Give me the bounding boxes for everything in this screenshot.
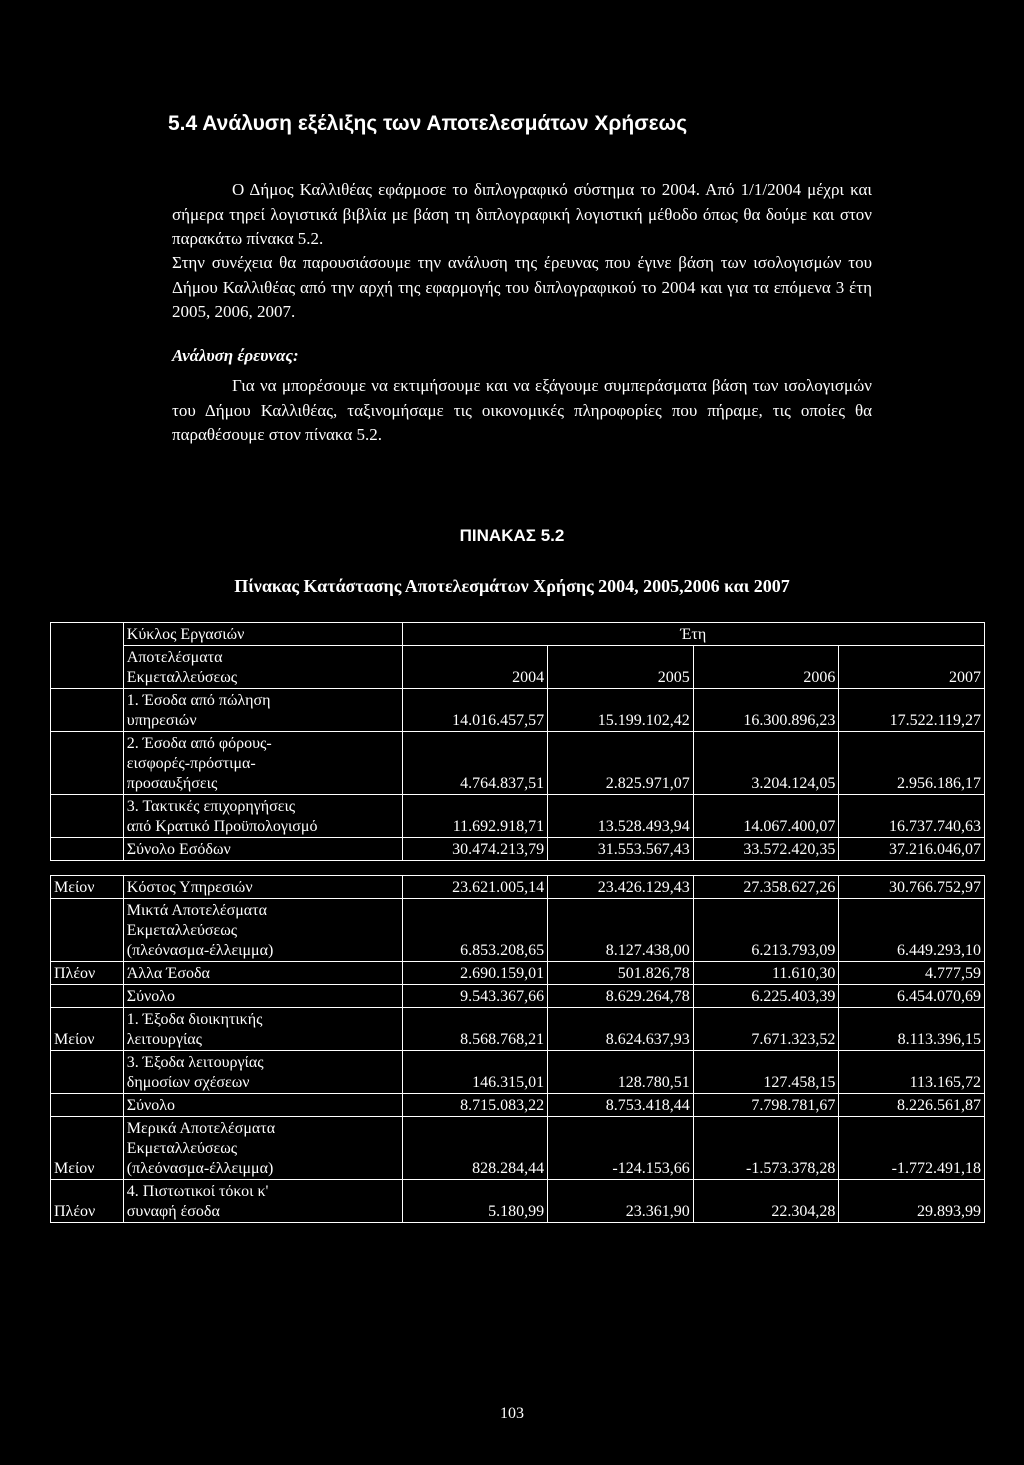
table-row <box>51 962 985 985</box>
row-adjustment-cell <box>51 985 124 1008</box>
row-value-cell: 128.780,51 <box>548 1051 694 1094</box>
row-label-line: Σύνολο <box>126 988 176 1005</box>
row-adjustment-cell: Πλέον <box>51 1180 124 1223</box>
table-header-results <box>123 646 402 689</box>
row-label-line: από Κρατικό Προϋπολογισμό <box>126 818 318 835</box>
row-adjustment-cell <box>51 689 124 732</box>
row-value-cell: 4.777,59 <box>839 962 985 985</box>
row-label-line: (πλεόνασμα-έλλειμμα) <box>126 1160 274 1177</box>
row-label-line: (πλεόνασμα-έλλειμμα) <box>126 942 274 959</box>
row-label-cell <box>123 838 402 861</box>
row-value-cell: 6.853.208,65 <box>402 899 548 962</box>
table-row <box>51 985 985 1008</box>
row-value-cell: 37.216.046,07 <box>839 838 985 861</box>
row-label-line: Εκμεταλλεύσεως <box>126 1140 238 1157</box>
row-value-cell: 8.629.264,78 <box>548 985 694 1008</box>
table-header-adj-cell <box>51 623 124 689</box>
row-label-cell <box>123 1051 402 1094</box>
row-label-cell <box>123 962 402 985</box>
row-adjustment-cell <box>51 1094 124 1117</box>
results-table <box>50 622 985 1223</box>
row-label-line: Άλλα Έσοδα <box>126 965 210 982</box>
row-value-cell: 17.522.119,27 <box>839 689 985 732</box>
row-value-cell: 14.016.457,57 <box>402 689 548 732</box>
table-row <box>51 838 985 861</box>
row-value-cell: 2.956.186,17 <box>839 732 985 795</box>
row-value-cell: 9.543.367,66 <box>402 985 548 1008</box>
row-value-cell: -1.573.378,28 <box>693 1117 839 1180</box>
row-value-cell: 27.358.627,26 <box>693 876 839 899</box>
table-row <box>51 689 985 732</box>
table-header-results-line-1: Αποτελέσματα <box>126 649 223 666</box>
row-label-line: προσαυξήσεις <box>126 775 218 792</box>
row-value-cell: 8.753.418,44 <box>548 1094 694 1117</box>
row-label-line: συναφή έσοδα <box>126 1203 220 1220</box>
analysis-heading: Ανάλυση έρευνας: <box>172 346 299 365</box>
row-value-cell: 6.454.070,69 <box>839 985 985 1008</box>
row-value-cell: 113.165,72 <box>839 1051 985 1094</box>
table-label: ΠΙΝΑΚΑΣ 5.2 <box>459 526 565 545</box>
row-value-cell: 3.204.124,05 <box>693 732 839 795</box>
row-value-cell: 6.213.793,09 <box>693 899 839 962</box>
row-value-cell: 29.893,99 <box>839 1180 985 1223</box>
row-value-cell: 2.690.159,01 <box>402 962 548 985</box>
table-row <box>51 899 985 962</box>
row-label-line: 3. Έξοδα λειτουργίας <box>126 1054 264 1071</box>
row-value-cell: 23.361,90 <box>548 1180 694 1223</box>
row-value-cell: 7.798.781,67 <box>693 1094 839 1117</box>
table-gap-cell <box>51 861 985 876</box>
row-adjustment-cell <box>51 1051 124 1094</box>
table-header-years-label: Έτη <box>402 623 984 646</box>
table-row <box>51 1051 985 1094</box>
row-value-cell: 14.067.400,07 <box>693 795 839 838</box>
row-label-line: Σύνολο Εσόδων <box>126 841 231 858</box>
table-gap-row <box>51 861 985 876</box>
table-row <box>51 1180 985 1223</box>
row-label-cell <box>123 795 402 838</box>
table-row <box>51 732 985 795</box>
table-caption: Πίνακας Κατάστασης Αποτελεσμάτων Χρήσης 2004, 2005,2006 και 2007 <box>234 576 790 596</box>
table-header-year: 2004 <box>402 646 548 689</box>
row-label-line: λειτουργίας <box>126 1031 203 1048</box>
row-value-cell: 30.766.752,97 <box>839 876 985 899</box>
row-label-line: υπηρεσιών <box>126 712 197 729</box>
row-label-cell <box>123 1008 402 1051</box>
table-row <box>51 1094 985 1117</box>
row-value-cell: -1.772.491,18 <box>839 1117 985 1180</box>
row-value-cell: 13.528.493,94 <box>548 795 694 838</box>
row-value-cell: 5.180,99 <box>402 1180 548 1223</box>
row-adjustment-cell: Μείον <box>51 1117 124 1180</box>
row-label-line: Κόστος Υπηρεσιών <box>126 879 253 896</box>
row-value-cell: 23.621.005,14 <box>402 876 548 899</box>
row-value-cell: 16.737.740,63 <box>839 795 985 838</box>
row-adjustment-cell: Μείον <box>51 876 124 899</box>
row-value-cell: 31.553.567,43 <box>548 838 694 861</box>
row-adjustment-cell: Πλέον <box>51 962 124 985</box>
row-value-cell: 146.315,01 <box>402 1051 548 1094</box>
row-value-cell: 8.715.083,22 <box>402 1094 548 1117</box>
row-label-line: 4. Πιστωτικοί τόκοι κ' <box>126 1183 269 1200</box>
row-adjustment-cell <box>51 838 124 861</box>
row-label-line: 1. Έσοδα από πώληση <box>126 692 271 709</box>
row-label-cell <box>123 899 402 962</box>
section-heading: 5.4 Ανάλυση εξέλιξης των Αποτελεσμάτων Χρήσεως <box>168 112 688 135</box>
table-header-year: 2007 <box>839 646 985 689</box>
table-row <box>51 1008 985 1051</box>
row-value-cell: 23.426.129,43 <box>548 876 694 899</box>
row-value-cell: 22.304,28 <box>693 1180 839 1223</box>
row-value-cell: 33.572.420,35 <box>693 838 839 861</box>
row-label-line: δημοσίων σχέσεων <box>126 1074 250 1091</box>
row-label-line: 2. Έσοδα από φόρους- <box>126 735 272 752</box>
row-value-cell: 127.458,15 <box>693 1051 839 1094</box>
row-value-cell: 8.624.637,93 <box>548 1008 694 1051</box>
row-label-cell <box>123 732 402 795</box>
row-value-cell: 15.199.102,42 <box>548 689 694 732</box>
results-table-body <box>51 623 985 1223</box>
row-value-cell: 6.225.403,39 <box>693 985 839 1008</box>
row-label-cell <box>123 689 402 732</box>
table-header-year: 2005 <box>548 646 694 689</box>
analysis-paragraph: Για να μπορέσουμε να εκτιμήσουμε και να εξάγουμε συμπεράσματα βάση των ισολογισμών του Δήμου Καλλιθέας, ταξινομήσαμε τις οικονομικές πληροφορίες που πήραμε, τις οποίες θα παραθέσουμε στον πίνακα 5.2. <box>172 376 872 444</box>
row-adjustment-cell <box>51 795 124 838</box>
row-value-cell: 4.764.837,51 <box>402 732 548 795</box>
row-value-cell: 8.226.561,87 <box>839 1094 985 1117</box>
row-value-cell: 7.671.323,52 <box>693 1008 839 1051</box>
row-value-cell: 11.610,30 <box>693 962 839 985</box>
row-value-cell: 8.568.768,21 <box>402 1008 548 1051</box>
row-label-cell <box>123 1117 402 1180</box>
table-header-year: 2006 <box>693 646 839 689</box>
row-label-cell <box>123 876 402 899</box>
row-label-line: 3. Τακτικές επιχορηγήσεις <box>126 798 296 815</box>
table-header-results-line-2: Εκμεταλλεύσεως <box>126 669 238 686</box>
row-value-cell: 16.300.896,23 <box>693 689 839 732</box>
row-value-cell: 30.474.213,79 <box>402 838 548 861</box>
page-number: 103 <box>500 1405 524 1422</box>
table-header-row-2 <box>51 646 985 689</box>
row-label-line: 1. Έξοδα διοικητικής <box>126 1011 263 1028</box>
row-label-line: Μερικά Αποτελέσματα <box>126 1120 276 1137</box>
row-value-cell: 11.692.918,71 <box>402 795 548 838</box>
row-label-cell <box>123 1180 402 1223</box>
row-value-cell: 8.127.438,00 <box>548 899 694 962</box>
row-label-line: εισφορές-πρόστιμα- <box>126 755 256 772</box>
table-row <box>51 795 985 838</box>
row-value-cell: -124.153,66 <box>548 1117 694 1180</box>
row-label-cell <box>123 985 402 1008</box>
row-value-cell: 8.113.396,15 <box>839 1008 985 1051</box>
row-label-cell <box>123 1094 402 1117</box>
row-label-line: Σύνολο <box>126 1097 176 1114</box>
row-value-cell: 828.284,44 <box>402 1117 548 1180</box>
intro-paragraph-2: Στην συνέχεια θα παρουσιάσουμε την ανάλυση της έρευνας που έγινε βάση των ισολογισμών του Δήμου Καλλιθέας από την αρχή της εφαρμογής του διπλογραφικού το 2004 και για τα επόμενα 3 έτη 2005, 2006, 2007. <box>172 253 872 321</box>
row-label-line: Εκμεταλλεύσεως <box>126 922 238 939</box>
intro-paragraph-1: Ο Δήμος Καλλιθέας εφάρμοσε το διπλογραφικό σύστημα το 2004. Από 1/1/2004 μέχρι και σήμερα τηρεί λογιστικά βιβλία με βάση τη διπλογραφική λογιστική μέθοδο όπως θα δούμε και στον παρακάτω πίνακα 5.2. <box>172 180 872 248</box>
row-value-cell: 2.825.971,07 <box>548 732 694 795</box>
row-adjustment-cell <box>51 899 124 962</box>
table-row <box>51 876 985 899</box>
row-adjustment-cell: Μείον <box>51 1008 124 1051</box>
table-header-row-1 <box>51 623 985 646</box>
row-adjustment-cell <box>51 732 124 795</box>
row-label-line: Μικτά Αποτελέσματα <box>126 902 267 919</box>
table-header-cycle: Κύκλος Εργασιών <box>123 623 402 646</box>
row-value-cell: 6.449.293,10 <box>839 899 985 962</box>
row-value-cell: 501.826,78 <box>548 962 694 985</box>
table-row <box>51 1117 985 1180</box>
